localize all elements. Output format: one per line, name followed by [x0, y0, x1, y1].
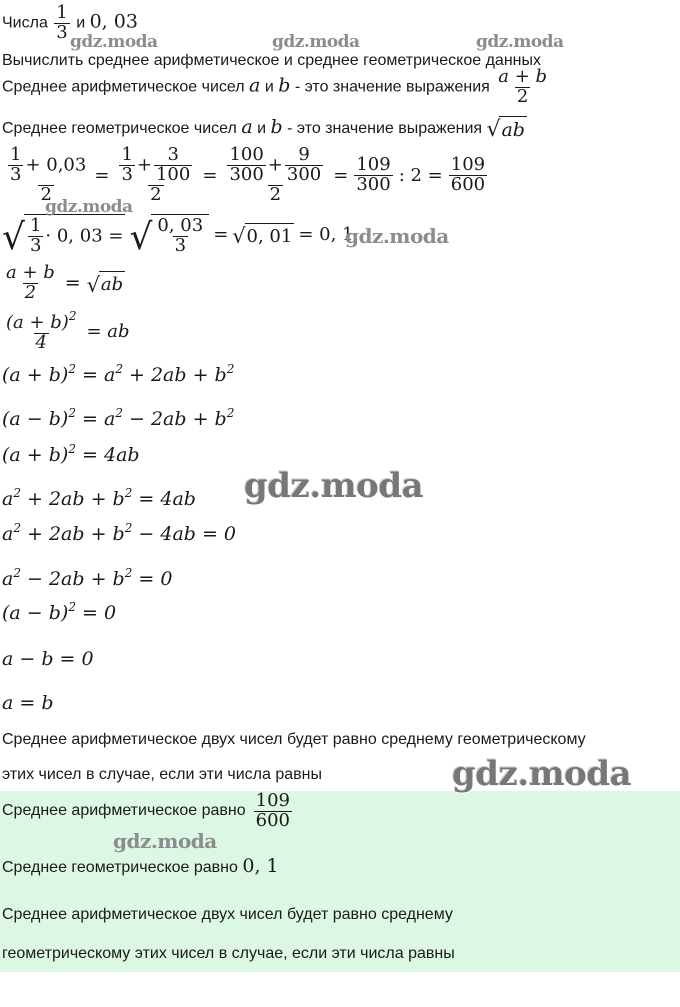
answer-am-label: Среднее арифметическое равно — [2, 802, 246, 820]
watermark: gdz.moda — [70, 32, 158, 52]
expression: a — [2, 523, 14, 545]
divide-expression: : 2 = — [398, 164, 443, 186]
exponent: 2 — [68, 442, 76, 456]
sqrt-expression — [232, 223, 294, 247]
fraction-numerator — [4, 310, 78, 333]
calc-frac-3 — [223, 146, 327, 205]
fraction-numerator — [223, 146, 327, 185]
var-b: b — [278, 74, 291, 97]
inner-fraction — [28, 217, 43, 256]
expression: + 2ab + b — [20, 523, 125, 545]
var-a: a — [241, 116, 253, 138]
equation-rhs: = ab — [86, 320, 130, 342]
exponent: 2 — [13, 566, 21, 580]
radicand: ab — [499, 116, 527, 141]
calc-frac-5 — [449, 153, 487, 195]
answer-gm-label: Среднее геометрическое равно — [2, 859, 238, 876]
intro-conj: и — [76, 14, 86, 32]
inner-fraction — [8, 146, 23, 185]
inner-fraction — [285, 146, 323, 185]
fraction-numerator: 100 — [229, 144, 264, 165]
exponent: 2 — [68, 406, 76, 420]
conclusion-line-2: этих чисел в случае, если эти числа равны — [2, 766, 322, 783]
watermark: gdz.moda — [113, 829, 217, 853]
expression: (a + b) — [2, 364, 69, 386]
fraction-numerator: 9 — [298, 144, 310, 165]
fraction-numerator: 1 — [121, 144, 133, 165]
calc-result: = 0, 1 — [298, 224, 354, 246]
def-am-and: и — [264, 78, 274, 96]
exponent: 2 — [226, 362, 235, 376]
watermark: gdz.moda — [345, 224, 449, 248]
gm-calculation — [2, 214, 353, 256]
fraction-denominator: 600 — [450, 173, 486, 195]
exponent: 2 — [68, 309, 77, 323]
exponent: 2 — [13, 486, 21, 500]
fraction-numerator: a + b — [498, 66, 548, 87]
plus-sign: + — [267, 154, 283, 176]
def-am-text-start: Среднее арифметическое чисел — [2, 78, 245, 96]
inner-fraction — [154, 146, 192, 185]
fraction-denominator: 3 — [29, 234, 42, 256]
fraction — [4, 310, 78, 353]
fraction-numerator: 0, 03 — [157, 215, 204, 236]
sqrt-ab — [87, 271, 125, 295]
def-am-text-end: - это значение выражения — [294, 78, 490, 96]
fraction-denominator: 300 — [356, 173, 391, 195]
am-expression — [496, 68, 549, 107]
radical-icon: √ — [129, 216, 153, 258]
proof-line-3 — [2, 362, 234, 386]
fraction-denominator: 300 — [286, 163, 322, 185]
proof-line-9 — [2, 600, 116, 624]
equation-rhs: − 4ab = 0 — [132, 523, 237, 545]
radicand: ab — [99, 271, 125, 295]
proof-line-7 — [2, 521, 236, 545]
expression: + 2ab + b — [122, 364, 227, 386]
definition-gm — [2, 116, 527, 141]
task-text: Вычислить среднее арифметическое и среднее геометрическое данных — [2, 52, 541, 69]
proof-line-10: a − b = 0 — [2, 648, 94, 670]
fraction-numerator: 109 — [356, 153, 391, 175]
fraction — [4, 264, 57, 303]
expression: (a + b) — [2, 444, 69, 466]
fraction-numerator: 109 — [450, 153, 486, 175]
answer-line-2: геометрическому этих чисел в случае, если эти числа равны — [2, 945, 455, 962]
answer-gm — [2, 855, 279, 877]
radical-icon: √ — [232, 224, 246, 249]
intro-value: 0, 03 — [89, 10, 138, 33]
expression: − 2ab + b — [122, 408, 227, 430]
exponent: 2 — [115, 362, 123, 376]
fraction-denominator: 3 — [121, 163, 133, 185]
intro-prefix: Числа — [2, 14, 48, 32]
watermark: gdz.moda — [45, 197, 133, 217]
definition-am — [2, 68, 551, 107]
answer-gm-value: 0, 1 — [242, 855, 279, 877]
exponent: 2 — [115, 406, 123, 420]
answer-am — [2, 792, 294, 831]
calc-frac-1 — [4, 146, 88, 205]
expression: (a − b) — [2, 408, 69, 430]
equals-sign: = — [94, 164, 110, 186]
exponent: 2 — [124, 521, 133, 535]
expression: a — [2, 488, 14, 510]
equals-sign: = — [333, 164, 349, 186]
fraction-denominator: 3 — [174, 234, 187, 256]
inner-fraction — [227, 146, 265, 185]
sqrt-expression — [2, 214, 125, 256]
fraction-denominator: 3 — [10, 163, 22, 185]
equation-rhs: = 4ab — [132, 488, 196, 510]
var-b: b — [270, 116, 283, 138]
fraction-numerator: 109 — [255, 790, 290, 811]
proof-line-6 — [2, 486, 196, 510]
radicand: 0, 01 — [245, 223, 295, 247]
answer-am-fraction — [254, 792, 292, 831]
fraction-numerator: 3 — [167, 144, 179, 165]
calc-term: + 0,03 — [25, 154, 87, 176]
exponent: 2 — [68, 600, 76, 614]
radicand — [24, 214, 126, 256]
watermark: gdz.moda — [244, 466, 424, 506]
radicand — [151, 214, 209, 256]
radical-icon: √ — [2, 216, 25, 258]
calc-term: · 0, 03 = — [45, 225, 124, 247]
fraction-denominator: 600 — [255, 809, 290, 831]
equals-sign: = — [202, 164, 218, 186]
fraction-denominator: 2 — [150, 183, 162, 205]
expression: a — [2, 568, 14, 590]
inner-fraction — [119, 146, 134, 185]
def-gm-text-start: Среднее геометрическое чисел — [2, 120, 237, 137]
fraction-numerator — [115, 146, 196, 185]
answer-line-1: Среднее арифметическое двух чисел будет равно среднему — [2, 906, 453, 923]
def-gm-text-end: - это значение выражения — [287, 120, 483, 137]
proof-line-8 — [2, 566, 172, 590]
fraction-denominator: 2 — [40, 183, 52, 205]
watermark: gdz.moda — [452, 754, 632, 794]
fraction-numerator: 1 — [10, 144, 22, 165]
fraction-denominator: 2 — [516, 85, 529, 107]
proof-line-2 — [2, 310, 130, 353]
proof-line-5 — [2, 442, 140, 466]
conclusion-line-1: Среднее арифметическое двух чисел будет равно среднему геометрическому — [2, 731, 586, 748]
equation-rhs: = 0 — [132, 568, 173, 590]
equation-rhs: = 0 — [82, 602, 117, 624]
equation-rhs: = a — [82, 408, 116, 430]
inner-fraction — [155, 217, 205, 256]
fraction-denominator: 2 — [24, 281, 37, 303]
def-gm-and: и — [257, 120, 267, 137]
proof-line-4 — [2, 406, 234, 430]
fraction-denominator: 300 — [229, 163, 264, 185]
fraction-denominator: 100 — [155, 163, 191, 185]
fraction-numerator: a + b — [6, 262, 55, 283]
calc-frac-4 — [354, 153, 392, 195]
expression: − 2ab + b — [20, 568, 125, 590]
watermark: gdz.moda — [476, 32, 564, 52]
proof-line-1 — [2, 264, 125, 303]
fraction-numerator: 1 — [29, 215, 42, 236]
intro-fraction — [54, 4, 69, 43]
proof-line-11: a = b — [2, 692, 54, 714]
radical-icon: √ — [486, 117, 501, 143]
plus-sign: + — [136, 154, 152, 176]
fraction-denominator: 3 — [56, 21, 68, 43]
fraction-denominator: 2 — [269, 183, 282, 205]
watermark: gdz.moda — [272, 32, 360, 52]
equation-rhs: = a — [82, 364, 116, 386]
fraction-numerator — [4, 146, 88, 185]
equation-rhs: = 4ab — [82, 444, 140, 466]
expression: (a + b) — [6, 312, 69, 333]
equals-sign: = — [213, 224, 229, 246]
exponent: 2 — [124, 566, 133, 580]
expression: (a − b) — [2, 602, 69, 624]
sqrt-ab — [487, 116, 527, 141]
exponent: 2 — [226, 406, 235, 420]
am-calculation — [2, 146, 489, 205]
radical-icon: √ — [86, 272, 100, 297]
equals-sign: = — [64, 272, 81, 295]
var-a: a — [249, 74, 261, 97]
exponent: 2 — [68, 362, 76, 376]
sqrt-expression — [129, 214, 209, 256]
exponent: 2 — [124, 486, 133, 500]
fraction-numerator: 1 — [56, 2, 68, 23]
exponent: 2 — [13, 521, 21, 535]
calc-frac-2 — [115, 146, 196, 205]
fraction-denominator: 4 — [35, 331, 47, 353]
expression: + 2ab + b — [20, 488, 125, 510]
